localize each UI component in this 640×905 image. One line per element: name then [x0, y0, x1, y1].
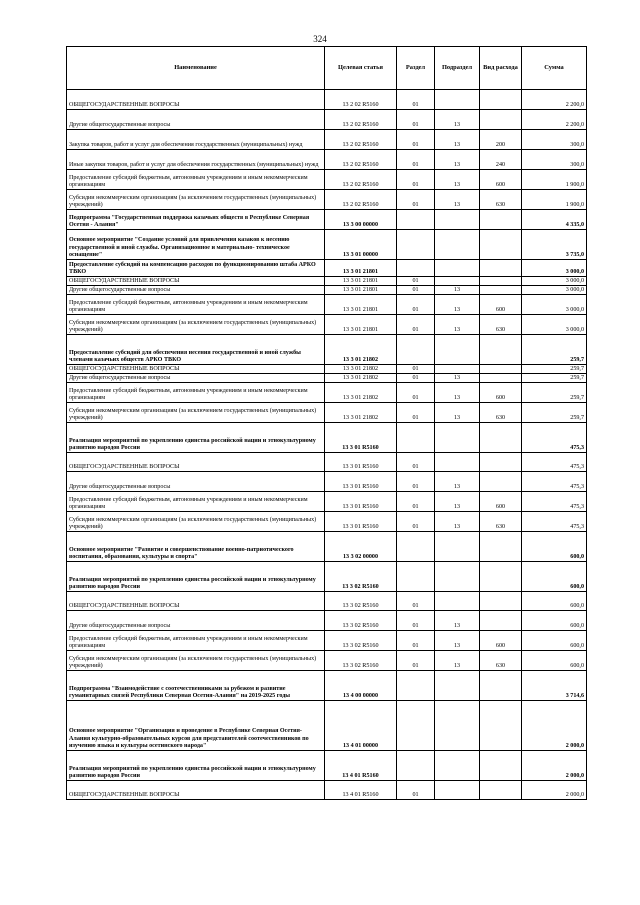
table-row [67, 671, 587, 701]
table-row [67, 423, 587, 453]
cell-code: 13 2 02 R5160 [325, 130, 397, 150]
column-header-code: Целевая статья [325, 47, 397, 90]
cell-code: 13 3 02 R5160 [325, 631, 397, 651]
cell-section: 01 [397, 492, 435, 512]
cell-code: 13 2 02 R5160 [325, 190, 397, 210]
cell-section: 01 [397, 315, 435, 335]
table-row [67, 512, 587, 532]
cell-name: ОБЩЕГОСУДАРСТВЕННЫЕ ВОПРОСЫ [67, 90, 325, 110]
cell-code: 13 2 02 R5160 [325, 90, 397, 110]
cell-name: Иные закупки товаров, работ и услуг для обеспечения государственных (муниципальных) нужд [67, 150, 325, 170]
cell-sum: 3 000,0 [522, 260, 587, 277]
cell-section: 01 [397, 110, 435, 130]
cell-code: 13 4 01 00000 [325, 701, 397, 751]
cell-expense-type [480, 423, 522, 453]
cell-subsection [435, 701, 480, 751]
table-row [67, 110, 587, 130]
cell-expense-type [480, 532, 522, 562]
cell-section: 01 [397, 190, 435, 210]
cell-subsection: 13 [435, 403, 480, 423]
cell-sum: 600,0 [522, 592, 587, 611]
cell-expense-type [480, 562, 522, 592]
column-header-expense-type: Вид расхода [480, 47, 522, 90]
cell-section: 01 [397, 592, 435, 611]
cell-name: Предоставление субсидий бюджетным, автономным учреждениям и иным некоммерческим организациям [67, 631, 325, 651]
table-row [67, 260, 587, 277]
column-header-section: Раздел [397, 47, 435, 90]
cell-subsection: 13 [435, 472, 480, 492]
cell-name: Другие общегосударственные вопросы [67, 374, 325, 383]
cell-sum: 3 000,0 [522, 286, 587, 295]
cell-name: Субсидии некоммерческим организациям (за исключением государственных (муниципальных) учреждений) [67, 403, 325, 423]
cell-expense-type [480, 230, 522, 260]
cell-section: 01 [397, 150, 435, 170]
cell-section [397, 701, 435, 751]
cell-code: 13 3 02 00000 [325, 532, 397, 562]
cell-sum: 3 000,0 [522, 315, 587, 335]
cell-code: 13 3 01 21801 [325, 315, 397, 335]
cell-section: 01 [397, 453, 435, 472]
cell-expense-type [480, 335, 522, 365]
cell-sum: 2 000,0 [522, 781, 587, 800]
cell-name: Субсидии некоммерческим организациям (за исключением государственных (муниципальных) учреждений) [67, 190, 325, 210]
cell-name: Предоставление субсидий бюджетным, автономным учреждениям и иным некоммерческим организациям [67, 492, 325, 512]
cell-section: 01 [397, 295, 435, 315]
cell-sum: 259,7 [522, 374, 587, 383]
cell-expense-type: 600 [480, 492, 522, 512]
cell-subsection: 13 [435, 110, 480, 130]
cell-sum: 600,0 [522, 532, 587, 562]
table-row [67, 230, 587, 260]
cell-subsection: 13 [435, 190, 480, 210]
cell-section [397, 671, 435, 701]
cell-expense-type [480, 90, 522, 110]
cell-code: 13 3 01 R5160 [325, 453, 397, 472]
cell-expense-type [480, 453, 522, 472]
table-row [67, 295, 587, 315]
cell-code: 13 3 02 R5160 [325, 592, 397, 611]
cell-section [397, 230, 435, 260]
cell-code: 13 2 02 R5160 [325, 110, 397, 130]
cell-sum: 3 000,0 [522, 295, 587, 315]
cell-subsection [435, 90, 480, 110]
cell-expense-type [480, 701, 522, 751]
cell-sum: 600,0 [522, 611, 587, 631]
cell-subsection [435, 532, 480, 562]
table-row [67, 383, 587, 403]
cell-expense-type [480, 374, 522, 383]
table-row [67, 190, 587, 210]
cell-sum: 259,7 [522, 383, 587, 403]
cell-section: 01 [397, 170, 435, 190]
table-row [67, 651, 587, 671]
table-row [67, 335, 587, 365]
table-row [67, 631, 587, 651]
cell-code: 13 3 02 R5160 [325, 611, 397, 631]
cell-expense-type [480, 781, 522, 800]
cell-name: Реализация мероприятий по укреплению единства российской нации и этнокультурному развитию народов России [67, 562, 325, 592]
table-row [67, 562, 587, 592]
cell-sum: 1 900,0 [522, 170, 587, 190]
cell-sum: 3 714,6 [522, 671, 587, 701]
cell-expense-type: 600 [480, 170, 522, 190]
cell-sum: 475,3 [522, 512, 587, 532]
table-body [67, 90, 587, 800]
cell-sum: 600,0 [522, 631, 587, 651]
cell-name: Предоставление субсидий для обеспечения несения государственной и иной службы членами казачьих обществ АРКО ТВКО [67, 335, 325, 365]
cell-sum: 2 200,0 [522, 110, 587, 130]
cell-subsection [435, 365, 480, 374]
cell-subsection: 13 [435, 512, 480, 532]
cell-code: 13 3 01 21802 [325, 374, 397, 383]
cell-expense-type [480, 277, 522, 286]
cell-subsection: 13 [435, 315, 480, 335]
cell-subsection [435, 260, 480, 277]
cell-name: ОБЩЕГОСУДАРСТВЕННЫЕ ВОПРОСЫ [67, 592, 325, 611]
column-header-sum: Сумма [522, 47, 587, 90]
cell-expense-type: 630 [480, 190, 522, 210]
column-header-name: Наименование [67, 47, 325, 90]
cell-sum: 475,3 [522, 453, 587, 472]
cell-section: 01 [397, 631, 435, 651]
cell-subsection: 13 [435, 631, 480, 651]
cell-name: Основное мероприятие "Развитие и совершенствование военно-патриотического воспитания, образования, культуры и спорта" [67, 532, 325, 562]
cell-code: 13 3 02 R5160 [325, 651, 397, 671]
cell-code: 13 3 01 21801 [325, 295, 397, 315]
cell-name: ОБЩЕГОСУДАРСТВЕННЫЕ ВОПРОСЫ [67, 365, 325, 374]
cell-section: 01 [397, 90, 435, 110]
cell-code: 13 4 00 00000 [325, 671, 397, 701]
table-row [67, 403, 587, 423]
cell-sum: 300,0 [522, 150, 587, 170]
cell-name: Другие общегосударственные вопросы [67, 110, 325, 130]
cell-name: Реализация мероприятий по укреплению единства российской нации и этнокультурному развитию народов России [67, 423, 325, 453]
cell-sum: 300,0 [522, 130, 587, 150]
cell-sum: 259,7 [522, 365, 587, 374]
cell-subsection: 13 [435, 130, 480, 150]
cell-sum: 4 335,0 [522, 210, 587, 230]
table-row [67, 130, 587, 150]
table-row [67, 150, 587, 170]
cell-section: 01 [397, 403, 435, 423]
cell-code: 13 4 01 R5160 [325, 751, 397, 781]
cell-name: Другие общегосударственные вопросы [67, 286, 325, 295]
cell-section: 01 [397, 512, 435, 532]
table-row [67, 592, 587, 611]
cell-subsection: 13 [435, 374, 480, 383]
cell-subsection [435, 277, 480, 286]
table-row [67, 701, 587, 751]
table-row [67, 210, 587, 230]
cell-section [397, 335, 435, 365]
cell-code: 13 3 01 21801 [325, 260, 397, 277]
cell-sum: 2 000,0 [522, 701, 587, 751]
cell-subsection: 13 [435, 383, 480, 403]
cell-name: Основное мероприятие "Создание условий для привлечения казаков к несению государственной и иной службы. Организационное и материально- техническое оснащение" [67, 230, 325, 260]
cell-code: 13 2 02 R5160 [325, 150, 397, 170]
cell-code: 13 3 01 21801 [325, 286, 397, 295]
cell-section: 01 [397, 277, 435, 286]
cell-sum: 2 000,0 [522, 751, 587, 781]
cell-section [397, 423, 435, 453]
cell-code: 13 3 01 00000 [325, 230, 397, 260]
cell-subsection [435, 671, 480, 701]
cell-expense-type: 630 [480, 512, 522, 532]
cell-subsection [435, 592, 480, 611]
cell-expense-type [480, 751, 522, 781]
cell-expense-type [480, 210, 522, 230]
table-row [67, 781, 587, 800]
cell-expense-type [480, 260, 522, 277]
cell-sum: 475,3 [522, 492, 587, 512]
cell-sum: 1 900,0 [522, 190, 587, 210]
cell-section [397, 210, 435, 230]
cell-subsection [435, 210, 480, 230]
cell-name: Субсидии некоммерческим организациям (за исключением государственных (муниципальных) учреждений) [67, 651, 325, 671]
cell-sum: 600,0 [522, 651, 587, 671]
table-row [67, 492, 587, 512]
page-number: 324 [313, 34, 327, 44]
cell-expense-type [480, 611, 522, 631]
cell-subsection [435, 562, 480, 592]
cell-name: Основное мероприятие "Организация и проведение в Республике Северная Осетия-Алания культурно-образовательных курсов для представителей соотечественников по изучению языка и культуры осетинского народа" [67, 701, 325, 751]
cell-subsection: 13 [435, 611, 480, 631]
cell-code: 13 3 01 21802 [325, 383, 397, 403]
cell-section [397, 562, 435, 592]
cell-name: ОБЩЕГОСУДАРСТВЕННЫЕ ВОПРОСЫ [67, 277, 325, 286]
cell-expense-type [480, 671, 522, 701]
cell-name: ОБЩЕГОСУДАРСТВЕННЫЕ ВОПРОСЫ [67, 453, 325, 472]
cell-subsection: 13 [435, 651, 480, 671]
cell-name: Подпрограмма "Взаимодействие с соотечественниками за рубежом и развитие гуманитарных связей Республики Северная Осетия-Алания" на 2019-2025 годы [67, 671, 325, 701]
column-header-subsection: Подраздел [435, 47, 480, 90]
cell-code: 13 3 01 21802 [325, 335, 397, 365]
cell-expense-type: 600 [480, 383, 522, 403]
cell-sum: 600,0 [522, 562, 587, 592]
cell-section [397, 532, 435, 562]
cell-expense-type [480, 365, 522, 374]
cell-subsection: 13 [435, 150, 480, 170]
cell-subsection: 13 [435, 286, 480, 295]
cell-expense-type: 240 [480, 150, 522, 170]
cell-section: 01 [397, 781, 435, 800]
cell-name: Закупка товаров, работ и услуг для обеспечения государственных (муниципальных) нужд [67, 130, 325, 150]
cell-code: 13 3 01 R5160 [325, 472, 397, 492]
table-row [67, 751, 587, 781]
cell-code: 13 2 02 R5160 [325, 170, 397, 190]
table-row [67, 611, 587, 631]
cell-expense-type: 630 [480, 651, 522, 671]
cell-section: 01 [397, 383, 435, 403]
cell-section: 01 [397, 651, 435, 671]
cell-code: 13 3 01 R5160 [325, 512, 397, 532]
cell-code: 13 3 01 21802 [325, 365, 397, 374]
cell-name: Предоставление субсидий бюджетным, автономным учреждениям и иным некоммерческим организациям [67, 383, 325, 403]
table-row [67, 374, 587, 383]
cell-expense-type: 630 [480, 315, 522, 335]
cell-subsection: 13 [435, 170, 480, 190]
cell-name: Предоставление субсидий бюджетным, автономным учреждениям и иным некоммерческим организациям [67, 170, 325, 190]
cell-name: Предоставление субсидий бюджетным, автономным учреждениям и иным некоммерческим организациям [67, 295, 325, 315]
cell-expense-type [480, 592, 522, 611]
budget-table [66, 46, 587, 800]
table-row [67, 170, 587, 190]
cell-expense-type [480, 110, 522, 130]
cell-sum: 2 200,0 [522, 90, 587, 110]
table-row [67, 453, 587, 472]
cell-section [397, 751, 435, 781]
table-row [67, 277, 587, 286]
cell-subsection: 13 [435, 295, 480, 315]
cell-code: 13 3 01 R5160 [325, 492, 397, 512]
cell-name: Субсидии некоммерческим организациям (за исключением государственных (муниципальных) учреждений) [67, 512, 325, 532]
table-row [67, 532, 587, 562]
cell-name: Подпрограмма "Государственная поддержка казачьих обществ в Республике Северная Осетия - Алания" [67, 210, 325, 230]
cell-sum: 3 735,0 [522, 230, 587, 260]
cell-name: Другие общегосударственные вопросы [67, 611, 325, 631]
table-row [67, 286, 587, 295]
cell-expense-type: 200 [480, 130, 522, 150]
cell-sum: 475,3 [522, 472, 587, 492]
cell-section: 01 [397, 374, 435, 383]
table-row [67, 315, 587, 335]
cell-expense-type [480, 286, 522, 295]
table-header-row [67, 47, 587, 90]
cell-code: 13 3 00 00000 [325, 210, 397, 230]
cell-subsection [435, 335, 480, 365]
cell-code: 13 4 01 R5160 [325, 781, 397, 800]
cell-name: Другие общегосударственные вопросы [67, 472, 325, 492]
cell-subsection: 13 [435, 492, 480, 512]
table-row [67, 472, 587, 492]
cell-expense-type [480, 472, 522, 492]
cell-code: 13 3 01 21802 [325, 403, 397, 423]
cell-name: Субсидии некоммерческим организациям (за исключением государственных (муниципальных) учреждений) [67, 315, 325, 335]
table-row [67, 90, 587, 110]
cell-name: Реализация мероприятий по укреплению единства российской нации и этнокультурному развитию народов России [67, 751, 325, 781]
cell-section [397, 260, 435, 277]
cell-section: 01 [397, 611, 435, 631]
cell-name: Предоставление субсидий на компенсацию расходов по функционированию штаба АРКО ТВКО [67, 260, 325, 277]
cell-section: 01 [397, 365, 435, 374]
cell-subsection [435, 751, 480, 781]
cell-subsection [435, 230, 480, 260]
cell-code: 13 3 01 21801 [325, 277, 397, 286]
cell-section: 01 [397, 130, 435, 150]
cell-subsection [435, 781, 480, 800]
cell-expense-type: 600 [480, 631, 522, 651]
cell-subsection [435, 423, 480, 453]
cell-sum: 3 000,0 [522, 277, 587, 286]
cell-section: 01 [397, 286, 435, 295]
cell-code: 13 3 02 R5160 [325, 562, 397, 592]
cell-sum: 475,3 [522, 423, 587, 453]
cell-expense-type: 600 [480, 295, 522, 315]
cell-name: ОБЩЕГОСУДАРСТВЕННЫЕ ВОПРОСЫ [67, 781, 325, 800]
cell-code: 13 3 01 R5160 [325, 423, 397, 453]
cell-sum: 259,7 [522, 403, 587, 423]
cell-expense-type: 630 [480, 403, 522, 423]
cell-subsection [435, 453, 480, 472]
cell-section: 01 [397, 472, 435, 492]
cell-sum: 259,7 [522, 335, 587, 365]
table-row [67, 365, 587, 374]
